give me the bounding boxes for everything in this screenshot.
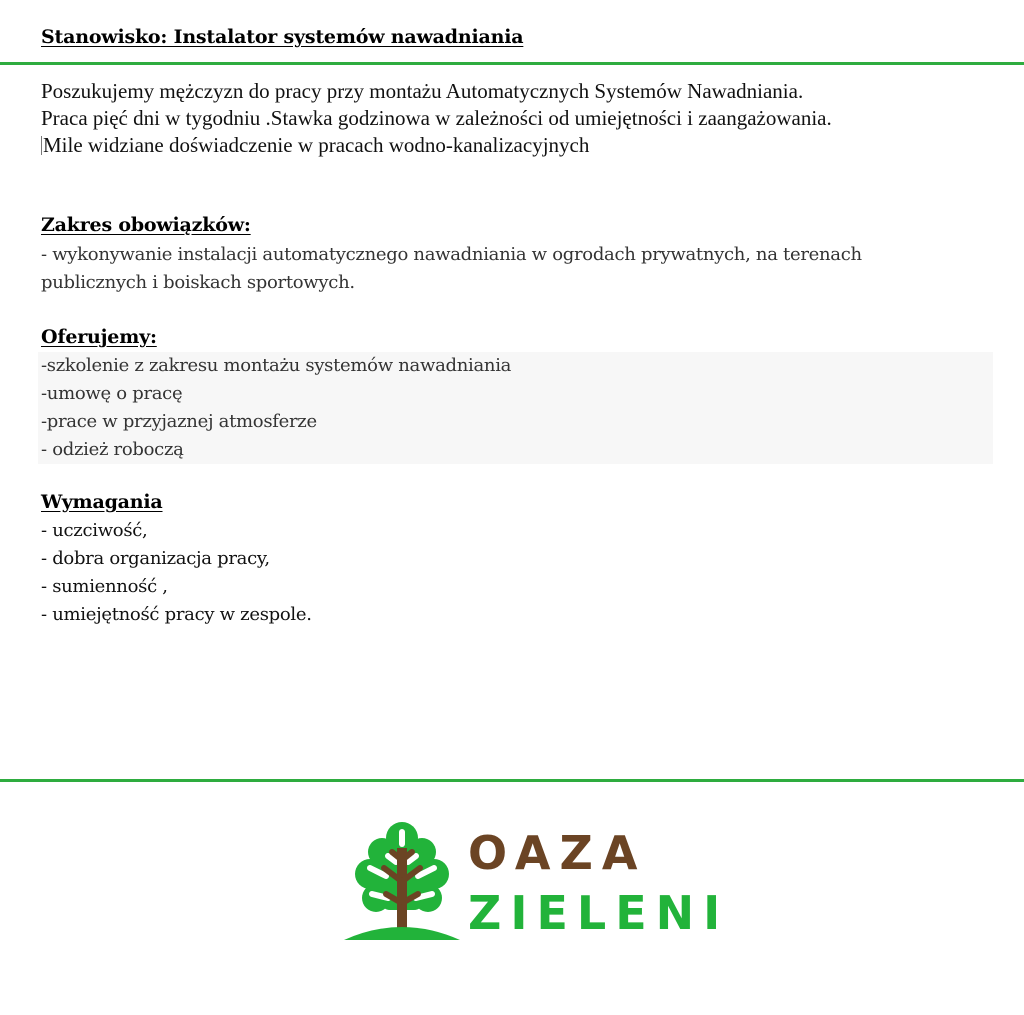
oak-tree-icon — [340, 818, 465, 943]
intro-line-with-caret — [41, 132, 832, 159]
requirement-item: - dobra organizacja pracy, — [41, 548, 270, 569]
requirements-heading: Wymagania — [41, 491, 163, 513]
duties-line: - wykonywanie instalacji automatycznego nawadniania w ogrodach prywatnych, na terenach — [41, 244, 862, 265]
bottom-divider — [0, 779, 1024, 782]
offer-item: -prace w przyjaznej atmosferze — [41, 411, 317, 432]
requirements-list — [41, 517, 312, 629]
intro-line-text: Mile widziane doświadczenie w pracach wodno-kanalizacyjnych — [43, 133, 590, 157]
intro-line: Poszukujemy mężczyzn do pracy przy montażu Automatycznych Systemów Nawadniania. — [41, 79, 804, 103]
duties-heading: Zakres obowiązków: — [41, 214, 251, 236]
text-cursor — [41, 136, 42, 155]
offer-item: -umowę o pracę — [41, 383, 183, 404]
requirement-item: - uczciwość, — [41, 520, 148, 541]
company-logo — [340, 818, 730, 948]
duties-line: publicznych i boiskach sportowych. — [41, 272, 355, 293]
intro-paragraph — [41, 78, 832, 159]
duties-list — [41, 241, 862, 297]
page-title: Stanowisko: Instalator systemów nawadniania — [41, 26, 524, 48]
top-divider — [0, 62, 1024, 65]
offer-list — [38, 352, 993, 464]
offer-item: -szkolenie z zakresu montażu systemów nawadniania — [41, 355, 512, 376]
offer-heading: Oferujemy: — [41, 326, 157, 348]
intro-line: Praca pięć dni w tygodniu .Stawka godzinowa w zależności od umiejętności i zaangażowania. — [41, 106, 832, 130]
logo-text-zieleni: ZIELENI — [468, 886, 730, 940]
requirement-item: - umiejętność pracy w zespole. — [41, 604, 312, 625]
requirement-item: - sumienność , — [41, 576, 168, 597]
logo-text-oaza: OAZA — [468, 826, 647, 880]
offer-item: - odzież roboczą — [41, 439, 184, 460]
